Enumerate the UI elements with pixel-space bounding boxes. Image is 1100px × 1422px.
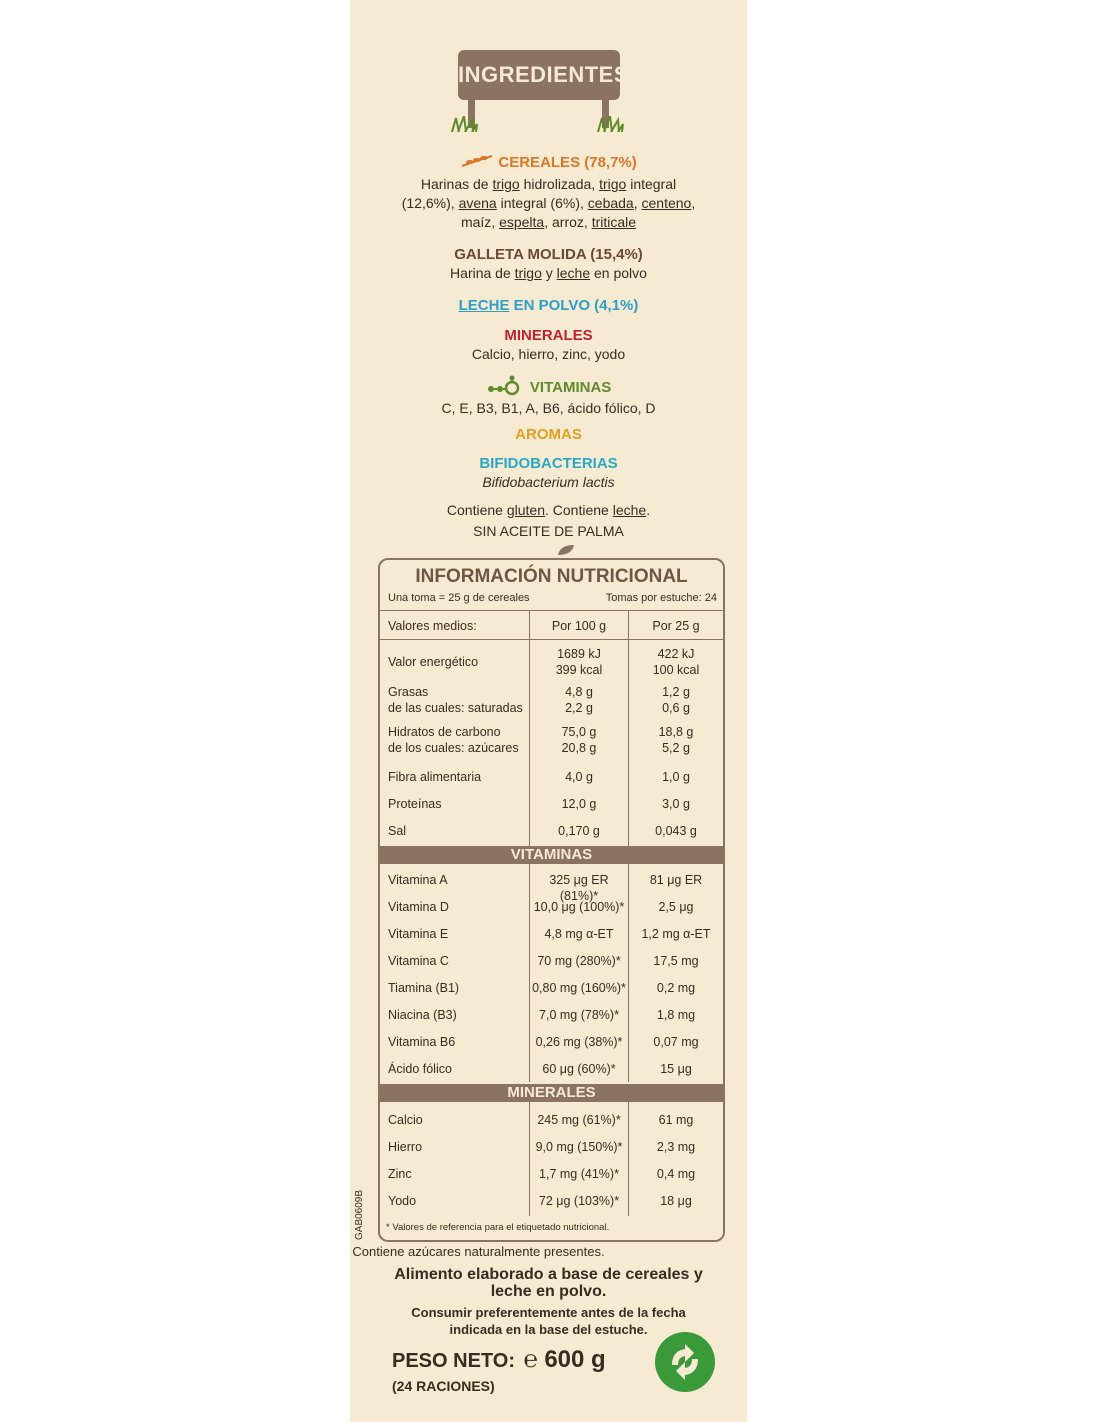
ingredient-minerales <box>350 326 747 364</box>
vitaminas-heading: VITAMINAS <box>529 379 612 396</box>
galleta-heading: GALLETA MOLIDA (15,4%) <box>454 246 643 263</box>
cereales-heading: CEREALES (78,7%) <box>498 154 637 171</box>
grass-icon <box>450 116 478 132</box>
table-row: Valor energético 1689 kJ 399 kcal 422 kJ 100 kcal <box>388 647 700 677</box>
divider <box>628 864 629 1082</box>
divider <box>380 639 723 640</box>
ingredient-bifidobacterias <box>350 454 747 492</box>
azucares-note: Contiene azúcares naturalmente presentes. <box>352 1244 605 1259</box>
consumir-note: Consumir preferentemente antes de la fecha indicada en la base del estuche. <box>411 1305 686 1337</box>
divider <box>628 1102 629 1216</box>
galleta-text: Harina de trigo y leche en polvo <box>450 265 647 281</box>
aromas-heading: AROMAS <box>515 426 582 443</box>
minerales-text: Calcio, hierro, zinc, yodo <box>471 346 626 362</box>
vitaminas-text: C, E, B3, B1, A, B6, ácido fólico, D <box>441 400 656 416</box>
allergens <box>350 501 747 541</box>
ingredient-aromas <box>350 425 747 444</box>
side-code: GAB0609B <box>354 1189 365 1240</box>
divider <box>380 610 723 611</box>
nutrition-title: INFORMACIÓN NUTRICIONAL <box>415 566 688 587</box>
palm-oil-free: SIN ACEITE DE PALMA <box>473 523 624 539</box>
net-weight: PESO NETO: ℮ 600 g <box>392 1346 606 1373</box>
footnote: * Valores de referencia para el etiquetado nutricional. <box>386 1222 610 1233</box>
allergen-text: Contiene gluten. Contiene leche. <box>446 502 651 518</box>
servings-per-box: Tomas por estuche: 24 <box>605 592 717 604</box>
bifido-heading: BIFIDOBACTERIAS <box>479 455 618 472</box>
raciones: (24 RACIONES) <box>392 1378 495 1394</box>
molecule-icon <box>486 375 520 397</box>
cereales-text: Harinas de trigo hidrolizada, trigo integral (12,6%), avena integral (6%), cebada, centeno, maíz, espelta, arroz, triticale <box>401 176 696 230</box>
leaf-icon <box>556 543 576 557</box>
estimated-sign: ℮ <box>523 1346 538 1373</box>
ingredient-vitaminas <box>350 375 747 418</box>
serving-size: Una toma = 25 g de cereales <box>388 592 530 604</box>
bifido-text: Bifidobacterium lactis <box>482 474 615 490</box>
sign-title: INGREDIENTES <box>458 62 630 87</box>
ingredient-galleta <box>350 245 747 283</box>
nutrition-table: INFORMACIÓN NUTRICIONAL Una toma = 25 g de cereales Tomas por estuche: 24 Valores medios: Por 100 g Por 25 g Valor energético 1689 kJ 399 kcal 422 kJ 100 kcal Grasas de las cuales: saturadas 4,8 g 2,2 g 1,2 g 0,6 g Hidratos de carbono de los cuales: azúcares 75,0 g 20,8 g 18,8 g 5,2 g Fibra alimentaria 4,0 g 1,0 g Proteínas 12,0 g 3,0 g Sal 0,170 g 0,043 g VITAMINAS Vitamina A 325 μg ER (81%)* 81 μg ER Vitamina D 10,0 μg (100%)* 2,5 μg Vitamina E 4,8 mg α-ET 1,2 mg α-ET Vitamina C 70 mg (280%)* 17,5 mg Tiamina (B1) 0,80 mg (160%)* 0,2 mg Niacina (B3) 7,0 mg (78%)* 1,8 mg Vitamina B6 0,26 mg (38%)* 0,07 mg Ácido fólico 60 μg (60%)* 15 μg MINERALES Calcio 245 mg (61%)* 61 mg Hierro 9,0 mg (150%)* 2,3 mg Zinc 1,7 mg (41%)* 0,4 mg Yodo 72 μg (103%)* 18 μg * Valores de referencia para el etiquetado nutricional. <box>378 558 725 1242</box>
wheat-icon <box>460 153 494 169</box>
packaging-panel <box>350 0 747 1422</box>
ingredients-sign <box>446 38 630 133</box>
vitaminas-band: VITAMINAS <box>380 846 723 864</box>
grass-icon <box>596 116 624 132</box>
alimento-description: Alimento elaborado a base de cereales y leche en polvo. <box>394 1266 703 1300</box>
ingredient-leche <box>350 296 747 315</box>
minerales-heading: MINERALES <box>504 327 593 344</box>
leche-heading: LECHE EN POLVO (4,1%) <box>458 297 639 314</box>
ingredient-cereales <box>350 153 747 232</box>
minerales-band: MINERALES <box>380 1084 723 1102</box>
recycle-icon <box>654 1331 716 1393</box>
